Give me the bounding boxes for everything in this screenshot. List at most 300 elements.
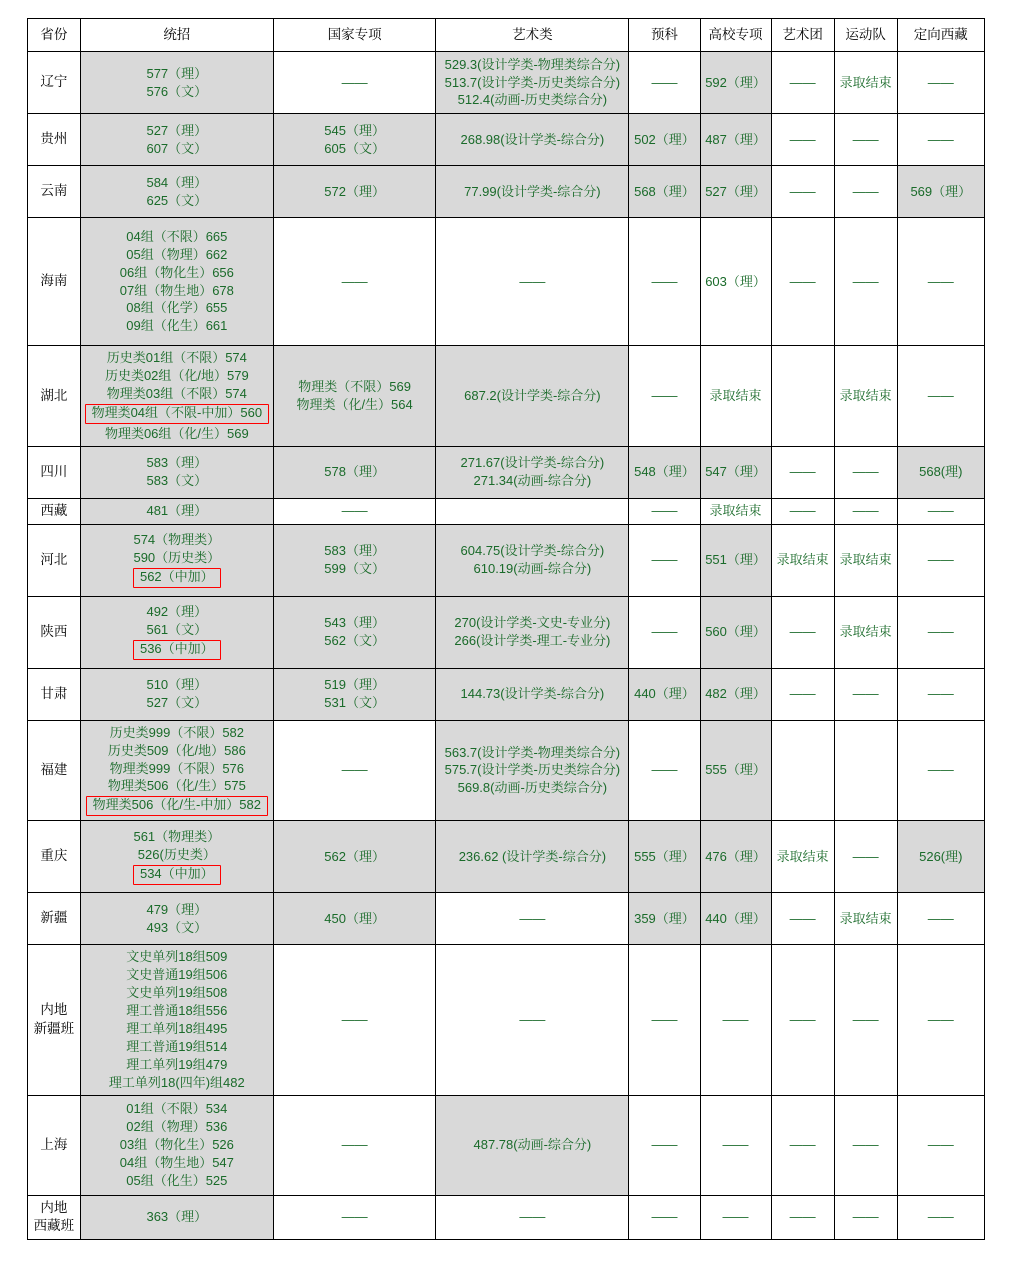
score-cell bbox=[834, 596, 897, 668]
score-line: 历史类01组（不限）574 bbox=[106, 350, 247, 365]
score-cell bbox=[629, 596, 700, 668]
province-label: 内地 bbox=[40, 1199, 68, 1215]
score-cell bbox=[771, 596, 834, 668]
score-line: 578（理） bbox=[324, 464, 385, 480]
score-line: 561（文） bbox=[146, 622, 208, 638]
score-line: 物理类506（化/生）575 bbox=[107, 778, 246, 794]
score-line: 物理类03组（不限）574 bbox=[106, 385, 247, 401]
score-line: 04组（不限）665 bbox=[126, 228, 228, 244]
score-line: 物理类06组（化/生）569 bbox=[104, 425, 249, 441]
score-line: 文史单列19组508 bbox=[126, 985, 228, 1001]
score-line: 144.73(设计学类-综合分) bbox=[460, 686, 605, 702]
province-label: 海南 bbox=[40, 273, 68, 289]
score-line: 555（理） bbox=[705, 762, 766, 778]
dash-placeholder: —— bbox=[789, 624, 816, 640]
province-label: 新疆 bbox=[40, 910, 68, 926]
score-line: 录取结束 bbox=[776, 848, 829, 864]
dash-placeholder: —— bbox=[852, 273, 879, 289]
province-label: 河北 bbox=[40, 551, 68, 567]
score-line bbox=[83, 864, 271, 886]
dash-placeholder: —— bbox=[651, 1012, 678, 1028]
score-cell bbox=[80, 498, 273, 524]
score-cell bbox=[771, 114, 834, 166]
province-cell bbox=[28, 114, 81, 166]
score-line: 584（理） bbox=[146, 174, 208, 190]
score-cell bbox=[273, 945, 436, 1096]
dash-placeholder: —— bbox=[651, 387, 678, 403]
score-cell bbox=[834, 114, 897, 166]
score-cell bbox=[629, 893, 700, 945]
dash-placeholder: —— bbox=[927, 686, 954, 702]
score-cell bbox=[629, 218, 700, 346]
score-cell bbox=[897, 218, 984, 346]
table-row bbox=[28, 720, 985, 821]
score-line bbox=[83, 403, 271, 425]
dash-placeholder: —— bbox=[927, 762, 954, 778]
score-cell bbox=[771, 346, 834, 447]
table-row bbox=[28, 945, 985, 1096]
dash-placeholder: —— bbox=[852, 686, 879, 702]
province-label: 湖北 bbox=[40, 387, 68, 403]
score-line: 492（理） bbox=[146, 604, 208, 620]
dash-placeholder: —— bbox=[852, 1209, 879, 1225]
score-cell bbox=[629, 1195, 700, 1239]
score-cell bbox=[700, 52, 771, 114]
score-cell bbox=[700, 821, 771, 893]
score-cell bbox=[897, 346, 984, 447]
score-cell bbox=[834, 524, 897, 596]
score-line: 583（理） bbox=[146, 455, 208, 471]
dash-placeholder: —— bbox=[651, 1209, 678, 1225]
dash-placeholder: —— bbox=[789, 464, 816, 480]
dash-placeholder: —— bbox=[789, 273, 816, 289]
dash-placeholder: —— bbox=[852, 131, 879, 147]
score-cell bbox=[273, 346, 436, 447]
dash-placeholder: —— bbox=[341, 1209, 368, 1225]
score-cell bbox=[273, 524, 436, 596]
score-line: 519（理） bbox=[324, 677, 385, 693]
table-row bbox=[28, 446, 985, 498]
score-line: 610.19(动画-综合分) bbox=[473, 561, 592, 577]
score-cell bbox=[436, 346, 629, 447]
score-cell bbox=[700, 596, 771, 668]
table-row bbox=[28, 218, 985, 346]
province-label: 陕西 bbox=[40, 623, 68, 639]
score-line: 理工单列18组495 bbox=[126, 1021, 228, 1037]
score-cell bbox=[897, 668, 984, 720]
score-line: 575.7(设计学类-历史类综合分) bbox=[444, 762, 621, 778]
score-line: 531（文） bbox=[324, 695, 385, 711]
score-line: 563.7(设计学类-物理类综合分) bbox=[444, 744, 621, 760]
score-line: 605（文） bbox=[324, 140, 385, 156]
score-cell bbox=[700, 893, 771, 945]
score-line: 526(历史类） bbox=[137, 846, 216, 862]
score-line bbox=[83, 567, 271, 589]
score-cell bbox=[273, 720, 436, 821]
dash-placeholder: —— bbox=[789, 910, 816, 926]
score-line: 487（理） bbox=[705, 131, 766, 147]
score-line: 270(设计学类-文史-专业分) bbox=[454, 615, 611, 631]
score-cell bbox=[80, 596, 273, 668]
score-line: 08组（化学）655 bbox=[126, 300, 228, 316]
column-header-7: 运动队 bbox=[834, 19, 897, 52]
score-cell bbox=[80, 720, 273, 821]
dash-placeholder: —— bbox=[722, 1137, 749, 1153]
score-cell bbox=[273, 218, 436, 346]
score-line: 526(理) bbox=[919, 848, 963, 864]
score-cell bbox=[771, 166, 834, 218]
score-cell bbox=[771, 720, 834, 821]
score-line: 592（理） bbox=[705, 74, 766, 90]
dash-placeholder: —— bbox=[722, 1012, 749, 1028]
table-row bbox=[28, 524, 985, 596]
score-line: 482（理） bbox=[705, 686, 766, 702]
score-cell bbox=[771, 218, 834, 346]
score-cell bbox=[273, 114, 436, 166]
score-line: 545（理） bbox=[324, 122, 385, 138]
province-label: 贵州 bbox=[40, 131, 68, 147]
score-cell bbox=[897, 821, 984, 893]
score-cell bbox=[436, 893, 629, 945]
column-header-1: 统招 bbox=[80, 19, 273, 52]
score-cell bbox=[629, 346, 700, 447]
score-line: 493（文） bbox=[146, 919, 208, 935]
province-cell bbox=[28, 893, 81, 945]
score-line: 历史类999（不限）582 bbox=[109, 724, 245, 740]
dash-placeholder: —— bbox=[927, 74, 954, 90]
score-cell bbox=[700, 524, 771, 596]
table-row bbox=[28, 166, 985, 218]
table-body bbox=[28, 52, 985, 1240]
highlighted-score: 534（中加） bbox=[133, 865, 221, 885]
table-row bbox=[28, 1195, 985, 1239]
dash-placeholder: —— bbox=[519, 1012, 546, 1028]
score-cell bbox=[700, 945, 771, 1096]
score-line: 604.75(设计学类-综合分) bbox=[460, 543, 605, 559]
score-cell bbox=[436, 166, 629, 218]
score-cell bbox=[273, 446, 436, 498]
score-line: 录取结束 bbox=[839, 74, 892, 90]
score-line: 547（理） bbox=[705, 464, 766, 480]
province-label: 甘肃 bbox=[40, 685, 68, 701]
score-cell bbox=[629, 166, 700, 218]
score-cell bbox=[834, 945, 897, 1096]
score-line: 543（理） bbox=[324, 615, 385, 631]
score-cell bbox=[834, 893, 897, 945]
score-line: 04组（物生地）547 bbox=[119, 1155, 234, 1171]
dash-placeholder: —— bbox=[519, 273, 546, 289]
dash-placeholder: —— bbox=[852, 503, 879, 519]
score-cell bbox=[700, 166, 771, 218]
score-line: 502（理） bbox=[634, 131, 695, 147]
score-cell bbox=[629, 821, 700, 893]
score-cell bbox=[771, 945, 834, 1096]
province-cell bbox=[28, 945, 81, 1096]
score-cell bbox=[629, 446, 700, 498]
dash-placeholder: —— bbox=[341, 503, 368, 519]
table-row bbox=[28, 821, 985, 893]
dash-placeholder: —— bbox=[927, 1012, 954, 1028]
score-line bbox=[83, 795, 271, 817]
highlighted-score: 物理类506（化/生-中加）582 bbox=[86, 796, 268, 816]
dash-placeholder: —— bbox=[341, 1012, 368, 1028]
column-header-6: 艺术团 bbox=[771, 19, 834, 52]
province-label: 内地 bbox=[40, 1002, 68, 1018]
province-label: 西藏班 bbox=[33, 1218, 75, 1234]
province-cell bbox=[28, 52, 81, 114]
score-cell bbox=[436, 524, 629, 596]
score-cell bbox=[629, 668, 700, 720]
dash-placeholder: —— bbox=[519, 1209, 546, 1225]
dash-placeholder: —— bbox=[852, 464, 879, 480]
score-cell bbox=[834, 52, 897, 114]
dash-placeholder: —— bbox=[789, 686, 816, 702]
dash-placeholder: —— bbox=[519, 910, 546, 926]
column-header-2: 国家专项 bbox=[273, 19, 436, 52]
score-cell bbox=[273, 498, 436, 524]
table-row bbox=[28, 346, 985, 447]
score-cell bbox=[436, 720, 629, 821]
score-line: 625（文） bbox=[146, 192, 208, 208]
score-line: 687.2(设计学类-综合分) bbox=[464, 387, 601, 403]
score-cell bbox=[834, 218, 897, 346]
score-cell bbox=[273, 893, 436, 945]
score-cell bbox=[771, 52, 834, 114]
province-cell bbox=[28, 346, 81, 447]
score-line: 录取结束 bbox=[709, 503, 762, 519]
score-cell bbox=[897, 52, 984, 114]
score-cell bbox=[897, 1095, 984, 1195]
score-cell bbox=[436, 596, 629, 668]
score-cell bbox=[273, 1095, 436, 1195]
score-line: 590（历史类） bbox=[133, 550, 221, 566]
score-line: 06组（物化生）656 bbox=[119, 264, 234, 280]
score-cell bbox=[771, 1195, 834, 1239]
score-cell bbox=[80, 52, 273, 114]
table-row bbox=[28, 1095, 985, 1195]
province-cell bbox=[28, 524, 81, 596]
province-cell bbox=[28, 446, 81, 498]
score-cell bbox=[834, 668, 897, 720]
score-cell bbox=[436, 945, 629, 1096]
score-cell bbox=[834, 498, 897, 524]
score-line: 551（理） bbox=[705, 552, 766, 568]
score-line: 476（理） bbox=[705, 848, 766, 864]
score-cell bbox=[771, 1095, 834, 1195]
table-row bbox=[28, 498, 985, 524]
score-cell bbox=[273, 668, 436, 720]
score-cell bbox=[834, 346, 897, 447]
score-cell bbox=[700, 1195, 771, 1239]
score-cell bbox=[771, 821, 834, 893]
dash-placeholder: —— bbox=[789, 1209, 816, 1225]
column-header-0: 省份 bbox=[28, 19, 81, 52]
score-cell bbox=[834, 1095, 897, 1195]
score-cell bbox=[80, 1095, 273, 1195]
dash-placeholder: —— bbox=[789, 1012, 816, 1028]
score-line: 05组（化生）525 bbox=[126, 1173, 228, 1189]
score-cell bbox=[700, 498, 771, 524]
province-cell bbox=[28, 218, 81, 346]
score-line: 512.4(动画-历史类综合分) bbox=[457, 92, 608, 108]
score-cell bbox=[700, 1095, 771, 1195]
score-cell bbox=[80, 821, 273, 893]
score-line: 527（文） bbox=[146, 695, 208, 711]
column-header-5: 高校专项 bbox=[700, 19, 771, 52]
province-label: 西藏 bbox=[40, 502, 68, 518]
score-cell bbox=[629, 114, 700, 166]
score-cell bbox=[436, 446, 629, 498]
score-line: 物理类（化/生）564 bbox=[296, 396, 413, 412]
highlighted-score: 物理类04组（不限-中加）560 bbox=[85, 404, 269, 424]
score-cell bbox=[436, 1195, 629, 1239]
score-line: 487.78(动画-综合分) bbox=[473, 1137, 592, 1153]
score-line: 577（理） bbox=[146, 65, 208, 81]
score-cell bbox=[80, 218, 273, 346]
score-cell bbox=[629, 498, 700, 524]
dash-placeholder: —— bbox=[722, 1209, 749, 1225]
dash-placeholder: —— bbox=[852, 1137, 879, 1153]
dash-placeholder: —— bbox=[789, 74, 816, 90]
score-line: 物理类（不限）569 bbox=[298, 378, 411, 394]
score-line: 文史普通19组506 bbox=[126, 967, 228, 983]
province-cell bbox=[28, 498, 81, 524]
province-cell bbox=[28, 1095, 81, 1195]
score-line: 77.99(设计学类-综合分) bbox=[464, 183, 601, 199]
score-line: 03组（物化生）526 bbox=[119, 1137, 234, 1153]
score-line: 物理类999（不限）576 bbox=[109, 760, 245, 776]
score-cell bbox=[629, 524, 700, 596]
score-cell bbox=[834, 446, 897, 498]
score-line: 07组（物生地）678 bbox=[119, 282, 234, 298]
table-row bbox=[28, 668, 985, 720]
score-cell bbox=[629, 1095, 700, 1195]
score-cell bbox=[897, 720, 984, 821]
province-label: 上海 bbox=[40, 1136, 68, 1152]
score-line: 录取结束 bbox=[776, 552, 829, 568]
score-line: 569（理） bbox=[910, 183, 972, 199]
score-line: 529.3(设计学类-物理类综合分) bbox=[444, 56, 621, 72]
score-cell bbox=[897, 498, 984, 524]
score-line: 录取结束 bbox=[839, 624, 892, 640]
score-line: 560（理） bbox=[705, 624, 766, 640]
dash-placeholder: —— bbox=[852, 1012, 879, 1028]
score-cell bbox=[897, 446, 984, 498]
score-cell bbox=[80, 668, 273, 720]
dash-placeholder: —— bbox=[927, 503, 954, 519]
score-line: 569.8(动画-历史类综合分) bbox=[457, 780, 608, 796]
score-cell bbox=[897, 114, 984, 166]
score-line: 440（理） bbox=[634, 686, 695, 702]
score-line: 583（文） bbox=[146, 473, 208, 489]
score-line: 576（文） bbox=[146, 83, 208, 99]
score-cell bbox=[436, 218, 629, 346]
dash-placeholder: —— bbox=[927, 1209, 954, 1225]
score-line: 363（理） bbox=[146, 1209, 208, 1225]
dash-placeholder: —— bbox=[651, 552, 678, 568]
score-cell bbox=[771, 446, 834, 498]
score-line: 562（理） bbox=[324, 848, 385, 864]
score-line: 599（文） bbox=[324, 561, 385, 577]
score-cell bbox=[897, 1195, 984, 1239]
table-row bbox=[28, 596, 985, 668]
score-line: 359（理） bbox=[634, 910, 695, 926]
province-cell bbox=[28, 596, 81, 668]
dash-placeholder: —— bbox=[651, 1137, 678, 1153]
score-cell bbox=[80, 346, 273, 447]
score-cell bbox=[629, 945, 700, 1096]
score-line: 录取结束 bbox=[839, 552, 892, 568]
dash-placeholder: —— bbox=[341, 1137, 368, 1153]
score-cell bbox=[436, 668, 629, 720]
province-label: 重庆 bbox=[40, 848, 68, 864]
score-line: 理工普通18组556 bbox=[126, 1003, 228, 1019]
score-line: 01组（不限）534 bbox=[126, 1101, 228, 1117]
dash-placeholder: —— bbox=[789, 503, 816, 519]
score-cell bbox=[436, 1095, 629, 1195]
score-cell bbox=[771, 668, 834, 720]
score-line: 271.34(动画-综合分) bbox=[473, 473, 592, 489]
score-cell bbox=[897, 166, 984, 218]
score-line: 历史类02组（化/地）579 bbox=[104, 367, 249, 383]
score-cell bbox=[700, 720, 771, 821]
column-header-4: 预科 bbox=[629, 19, 700, 52]
dash-placeholder: —— bbox=[927, 1137, 954, 1153]
score-cell bbox=[834, 166, 897, 218]
table-row bbox=[28, 893, 985, 945]
highlighted-score: 536（中加） bbox=[133, 640, 221, 660]
score-line: 562（文） bbox=[324, 633, 385, 649]
dash-placeholder: —— bbox=[927, 910, 954, 926]
score-cell bbox=[897, 893, 984, 945]
score-cell bbox=[273, 821, 436, 893]
dash-placeholder: —— bbox=[789, 131, 816, 147]
admission-score-table bbox=[27, 18, 985, 1240]
score-line: 理工单列18(四年)组482 bbox=[108, 1074, 245, 1090]
score-cell bbox=[700, 668, 771, 720]
score-line bbox=[83, 639, 271, 661]
score-cell bbox=[700, 114, 771, 166]
score-line: 513.7(设计学类-历史类综合分) bbox=[444, 74, 621, 90]
score-line: 603（理） bbox=[705, 273, 766, 289]
province-cell bbox=[28, 1195, 81, 1239]
score-line: 568（理） bbox=[634, 183, 695, 199]
score-cell bbox=[436, 114, 629, 166]
dash-placeholder: —— bbox=[789, 183, 816, 199]
score-cell bbox=[80, 114, 273, 166]
score-line: 527（理） bbox=[146, 122, 208, 138]
dash-placeholder: —— bbox=[651, 273, 678, 289]
score-line: 268.98(设计学类-综合分) bbox=[460, 131, 605, 147]
score-line: 历史类509（化/地）586 bbox=[107, 742, 246, 758]
score-cell bbox=[834, 1195, 897, 1239]
dash-placeholder: —— bbox=[927, 131, 954, 147]
score-cell bbox=[80, 893, 273, 945]
score-cell bbox=[273, 166, 436, 218]
score-cell bbox=[897, 596, 984, 668]
score-cell bbox=[771, 524, 834, 596]
score-cell bbox=[700, 446, 771, 498]
score-line: 09组（化生）661 bbox=[126, 318, 228, 334]
dash-placeholder: —— bbox=[927, 624, 954, 640]
dash-placeholder: —— bbox=[651, 624, 678, 640]
score-cell bbox=[700, 218, 771, 346]
province-label: 云南 bbox=[40, 183, 68, 199]
province-cell bbox=[28, 720, 81, 821]
score-line: 录取结束 bbox=[839, 910, 892, 926]
dash-placeholder: —— bbox=[852, 183, 879, 199]
score-cell bbox=[897, 524, 984, 596]
